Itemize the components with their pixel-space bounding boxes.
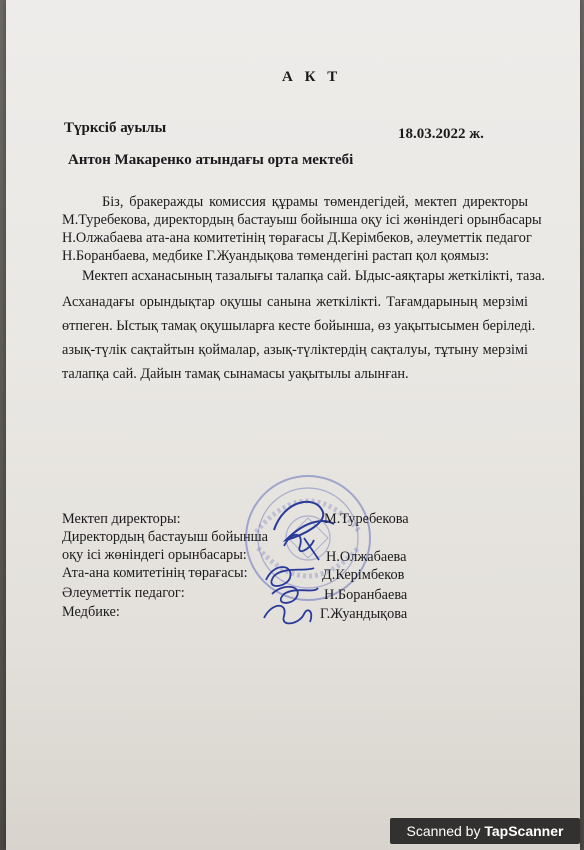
body-line: Н.Олжабаева ата-ана комитетінің төрағасы Д.Керімбеков, әлеуметтік педагог — [62, 230, 532, 246]
signer-role: Ата-ана комитетінің төрағасы: — [62, 565, 248, 581]
village-name: Түрксіб ауылы — [64, 120, 167, 136]
body-line: Асханадағы орындықтар оқушы санына жеткілікті. Тағамдарының мерзімі — [62, 294, 528, 310]
signer-role: Медбике: — [62, 604, 120, 620]
signer-role: Мектеп директоры: — [62, 511, 181, 527]
document-date: 18.03.2022 ж. — [398, 126, 484, 142]
signer-name: Н.Олжабаева — [326, 549, 407, 565]
signer-name: М.Туребекова — [324, 511, 409, 527]
signer-name: Г.Жуандықова — [320, 606, 408, 622]
body-line: азық-түлік сақтайтын қоймалар, азық-түліктердің сақталуы, тұтыну мерзімі — [62, 342, 528, 358]
watermark-prefix: Scanned by — [406, 823, 485, 839]
signer-role: Әлеуметтік педагог: — [62, 585, 185, 601]
signer-name: Д.Керімбеков — [322, 567, 405, 583]
scanner-watermark — [390, 818, 580, 844]
body-line: Н.Боранбаева, медбике Г.Жуандықова төмендегіні растап қол қоямыз: — [62, 248, 490, 264]
document-page — [6, 0, 580, 850]
body-line: талапқа сай. Дайын тамақ сынамасы уақытылы алынған. — [62, 366, 409, 382]
body-line: өтпеген. Ыстық тамақ оқушыларға кесте бойынша, өз уақытысымен беріледі. — [62, 318, 536, 334]
document-title: А К Т — [282, 69, 342, 85]
body-line: Мектеп асханасының тазалығы талапқа сай. Ыдыс-аяқтары жеткілікті, таза. — [82, 268, 545, 284]
body-line: Біз, бракеражды комиссия құрамы төмендегідей, мектеп директоры — [102, 194, 528, 210]
school-name: Антон Макаренко атындағы орта мектебі — [68, 152, 354, 168]
watermark-brand: TapScanner — [484, 823, 564, 839]
signer-role: Директордың бастауыш бойынша — [62, 529, 268, 545]
signer-name: Н.Боранбаева — [324, 587, 408, 603]
body-line: М.Туребекова, директордың бастауыш бойынша оқу ісі жөніндегі орынбасары — [62, 212, 542, 228]
signer-role: оқу ісі жөніндегі орынбасары: — [62, 547, 247, 563]
